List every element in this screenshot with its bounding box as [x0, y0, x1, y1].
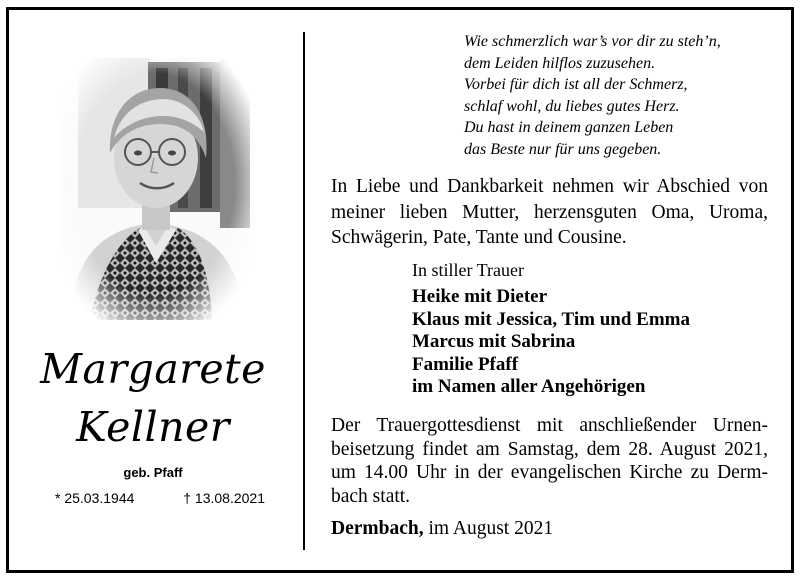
portrait-photo	[60, 58, 250, 320]
poem-line: Du hast in deinem ganzen Leben	[464, 119, 674, 137]
poem-line: schlaf wohl, du liebes gutes Herz.	[464, 97, 680, 115]
mourner-entry: Familie Pfaff	[412, 353, 519, 375]
mourner-entry: im Namen aller Angehörigen	[412, 376, 646, 397]
place-date	[331, 518, 553, 540]
death-date: † 13.08.2021	[183, 490, 265, 506]
mourners-list	[412, 286, 690, 399]
life-dates	[55, 490, 265, 506]
poem-line: das Beste nur für uns gegeben.	[464, 140, 662, 158]
column-divider	[303, 32, 305, 550]
poem-line: Wie schmerzlich war’s vor dir zu steh’n,	[464, 33, 721, 50]
service-info: Der Trauergottesdienst mit anschließender Urnenbeisetzung findet am Samstag, dem 28. August 2021, um 14.00 Uhr in der evangelischen Kirche zu Dermbach statt.	[331, 415, 768, 507]
birth-date: * 25.03.1944	[55, 490, 135, 506]
poem-line: Vorbei für dich ist all der Schmerz,	[464, 76, 688, 94]
poem-line: dem Leiden hilflos zuzusehen.	[464, 54, 656, 72]
mourners-label: In stiller Trauer	[412, 260, 524, 280]
mourner-entry: Marcus mit Sabrina	[412, 331, 576, 352]
deceased-first-name: Margarete	[40, 345, 266, 393]
place-town: Dermbach,	[331, 518, 424, 539]
deceased-last-name: Kellner	[76, 403, 230, 451]
mourner-entry: Klaus mit Jessica, Tim und Emma	[412, 308, 691, 330]
farewell-text: In Liebe und Dankbarkeit nehmen wir Abschied von meiner lieben Mutter, herzensguten Oma, Uroma, Schwägerin, Pate, Tante und Cousine.	[331, 176, 768, 248]
mourner-entry: Heike mit Dieter	[412, 286, 548, 307]
poem	[464, 31, 721, 161]
birth-name: geb. Pfaff	[123, 465, 183, 480]
place-month: im August 2021	[428, 518, 554, 539]
